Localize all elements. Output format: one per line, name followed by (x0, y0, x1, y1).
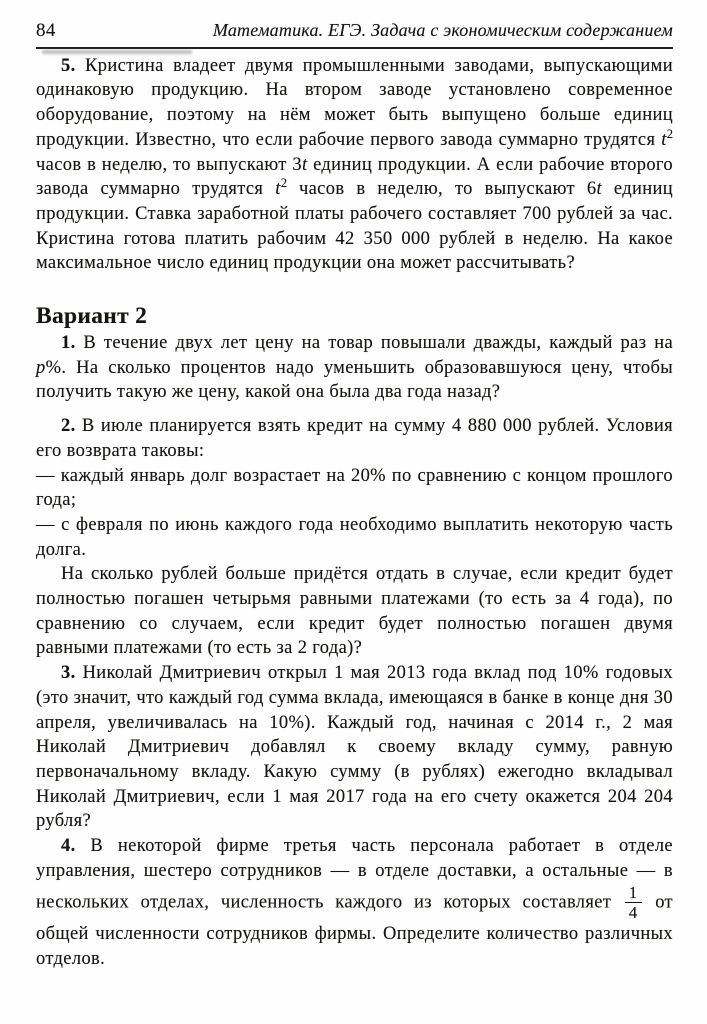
math-variable-t: t (301, 154, 308, 175)
problem-2-condition-2: — с февраля по июнь каждого года необходимо выплатить некоторую часть долга. (36, 514, 673, 560)
problem-1-text-2: %. На сколько процентов надо уменьшить образовавшуюся цену, чтобы получить такую же цену, какой она была два года назад? (36, 357, 673, 403)
problem-5-text-2: часов в неделю, то выпускают 3 (36, 154, 302, 175)
problem-4-number: 4. (61, 836, 76, 857)
problem-2-number: 2. (61, 416, 76, 437)
problem-5-text-4: часов в неделю, то выпускают 6 (287, 179, 597, 200)
math-variable-t: t (596, 179, 602, 200)
math-variable-t: t (661, 129, 667, 150)
page-header (36, 18, 673, 44)
problem-3 (36, 661, 673, 834)
problem-2-question: На сколько рублей больше придётся отдать в случае, если кредит будет полностью погашен четырьмя равными платежами (то есть за 4 года), по сравнению со случаем, если кредит будет полностью погашен двумя равными платежами (то есть за 2 года)? (36, 564, 673, 659)
math-variable-t: t (275, 179, 281, 200)
problem-1-number: 1. (61, 333, 76, 354)
problem-2-intro (36, 414, 673, 463)
math-superscript-2: 2 (280, 176, 288, 191)
problem-5-text-5: единиц продукции. Ставка заработной платы рабочего составляет 700 рублей за час. Кристина готова платить рабочим 42 350 000 рублей в неделю. На какое максимальное число единиц продукции она может рассчитывать? (36, 179, 673, 274)
variant-heading: Вариант 2 (36, 303, 148, 330)
problem-2 (36, 414, 673, 661)
problem-2-condition-1: — каждый январь долг возрастает на 20% по сравнению с концом прошлого года; (36, 465, 673, 511)
fraction-numerator: 1 (625, 884, 642, 904)
problem-3-number: 3. (61, 663, 76, 684)
problem-3-text: Николай Дмитриевич открыл 1 мая 2013 года вклад под 10% годовых (это значит, что каждый год сумма вклада, имеющаяся в банке в конце дня 30 апреля, увеличивалась на 10%). Каждый год, начиная с 2014 г., 2 мая Николай Дмитриевич добавлял к своему вкладу сумму, равную первоначальному вкладу. Какую сумму (в рублях) ежегодно вкладывал Николай Дмитриевич, если 1 мая 2017 года на его счету окажется 204 204 рубля? (36, 663, 673, 832)
problem-1-text-1: В течение двух лет цену на товар повышали дважды, каждый раз на (83, 333, 674, 354)
problem-2-intro-text: В июле планируется взять кредит на сумму 4 880 000 рублей. Условия его возврата таковы: (36, 416, 673, 461)
running-title: Математика. ЕГЭ. Задача с экономическим содержанием (212, 20, 673, 40)
problem-5-text-1: Кристина владеет двумя промышленными заводами, выпускающими одинаковую продукцию. На втором заводе установлено современное оборудование, поэтому на нём может быть выпущено больше единиц продукции. Известно, что если рабочие первого завода суммарно трудятся (36, 55, 673, 150)
problem-4 (36, 834, 673, 972)
page-number: 84 (36, 20, 56, 41)
problem-5 (36, 54, 673, 276)
fraction-denominator: 4 (628, 903, 638, 923)
problem-1 (36, 331, 673, 405)
math-fraction-one-fourth (625, 884, 642, 923)
problem-5-text-3: единиц продукции. А если рабочие второго завода суммарно трудятся (36, 154, 673, 200)
math-superscript-2: 2 (666, 126, 673, 141)
math-variable-p: p (36, 357, 46, 378)
problem-4-text-1: В некоторой фирме третья часть персонала работает в отделе управления, шестеро сотрудников — в отделе доставки, а остальные — в нескольких отделах, численность каждого из которых составляет (36, 836, 673, 913)
header-rule (36, 47, 673, 49)
problem-5-number: 5. (61, 55, 76, 76)
problem-4-text-2: от общей численности сотрудников фирмы. Определите количество различных отделов. (36, 892, 673, 969)
scan-artifact (42, 50, 192, 54)
